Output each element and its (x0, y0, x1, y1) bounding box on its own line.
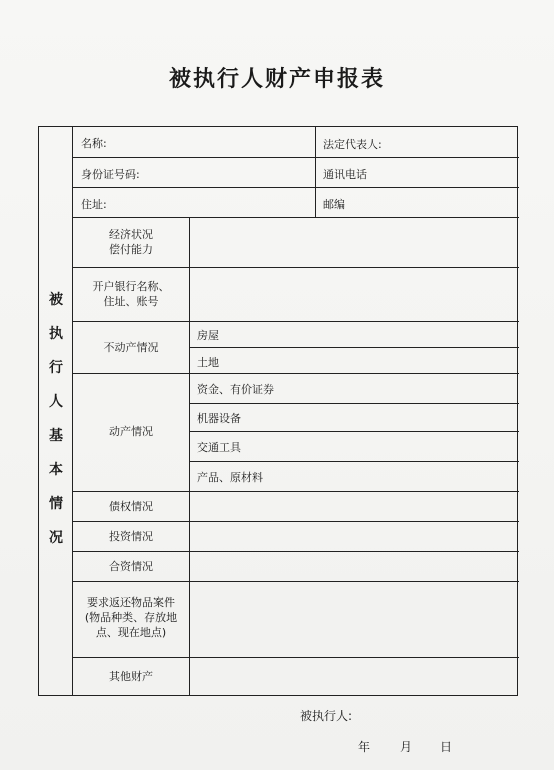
real-estate-label: 不动产情况 (103, 341, 159, 354)
column-divider (189, 217, 190, 695)
postcode-label: 邮编 (323, 198, 345, 211)
row-divider (189, 403, 519, 404)
products-label: 产品、原材料 (197, 471, 263, 484)
funds-label: 资金、有价证券 (197, 383, 274, 396)
signer-label: 被执行人: (300, 709, 353, 723)
row-divider (73, 267, 519, 268)
row-divider (73, 373, 519, 374)
name-label: 名称: (81, 137, 107, 150)
other-property-label: 其他财产 (109, 670, 153, 683)
joint-venture-label: 合资情况 (109, 560, 153, 573)
legal-rep-label: 法定代表人: (323, 138, 382, 151)
investment-label: 投资情况 (109, 530, 153, 543)
movable-property-label: 动产情况 (109, 425, 153, 438)
bank-info-line: 开户银行名称、 (92, 280, 170, 293)
row-divider (73, 521, 519, 522)
property-declaration-table (38, 126, 518, 696)
year-label: 年 (358, 740, 371, 754)
economic-status-label (73, 227, 189, 257)
row-divider (73, 187, 519, 188)
address-label: 住址: (81, 198, 107, 211)
phone-label: 通讯电话 (323, 168, 367, 181)
economic-status-line: 经济状况 (109, 228, 153, 241)
row-divider (73, 321, 519, 322)
row-divider (189, 431, 519, 432)
machinery-label: 机器设备 (197, 412, 241, 425)
side-label-column (39, 127, 73, 695)
side-label-char: 行 (49, 360, 63, 376)
row-divider (189, 461, 519, 462)
side-label-char: 人 (49, 394, 63, 410)
row-divider (73, 657, 519, 658)
return-items-label (73, 595, 189, 640)
row-divider (73, 581, 519, 582)
bank-info-label (73, 279, 189, 309)
side-label-char: 本 (49, 462, 63, 478)
land-label: 土地 (197, 356, 219, 369)
side-label-char: 情 (49, 496, 63, 512)
id-number-label: 身份证号码: (81, 168, 140, 181)
day-label: 日 (440, 740, 453, 754)
return-items-line: (物品种类、存放地 (84, 611, 178, 624)
bank-info-line: 住址、账号 (103, 295, 159, 308)
side-label-char: 执 (49, 326, 63, 342)
form-title: 被执行人财产申报表 (168, 67, 385, 92)
return-items-line: 点、现在地点) (95, 626, 167, 639)
return-items-line: 要求返还物品案件 (87, 596, 175, 609)
vehicles-label: 交通工具 (197, 441, 241, 454)
economic-status-line: 偿付能力 (109, 243, 153, 256)
row-divider (73, 491, 519, 492)
claims-label: 债权情况 (109, 500, 153, 513)
side-label-char: 被 (49, 292, 63, 308)
side-label-char: 况 (49, 530, 63, 546)
side-label-char: 基 (49, 428, 63, 444)
month-label: 月 (400, 740, 413, 754)
house-label: 房屋 (197, 329, 219, 342)
row-divider (189, 347, 519, 348)
row-divider (73, 551, 519, 552)
row-divider (73, 157, 519, 158)
column-divider (315, 127, 316, 217)
row-divider (73, 217, 519, 218)
